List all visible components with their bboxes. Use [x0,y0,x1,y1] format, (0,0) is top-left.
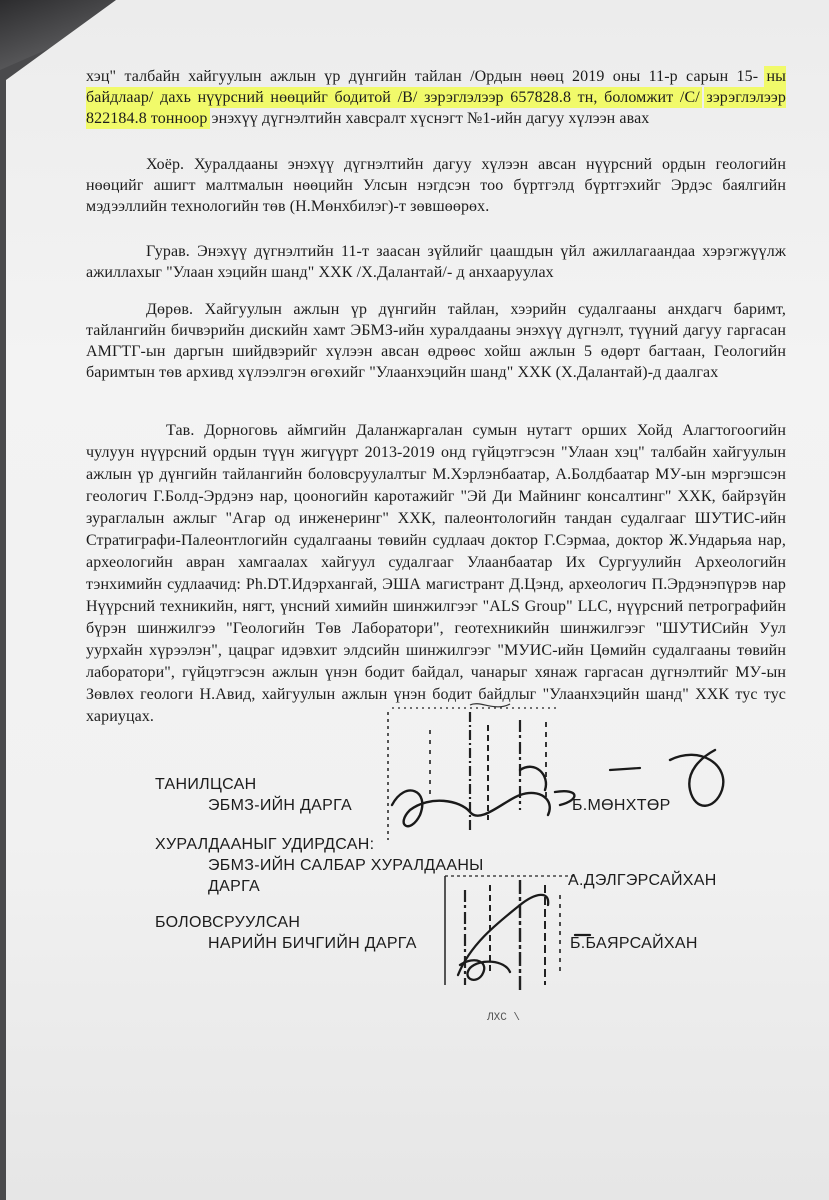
paragraph-top [86,66,786,129]
footer-mark: ЛХС \ [487,1012,521,1024]
acquainted-title: ЭБМЗ-ИЙН ДАРГА [208,797,352,814]
acquainted-name: Б.МӨНХТӨР [572,797,671,814]
prepared-name: Б.БАЯРСАЙХАН [570,935,698,952]
prepared-title: НАРИЙН БИЧГИЙН ДАРГА [208,935,417,952]
acquainted-label: ТАНИЛЦСАН [155,776,257,793]
paragraph-top-pre: хэц" талбайн хайгуулын ажлын үр дүнгийн тайлан /Ордын нөөц 2019 оны 11-р сарын 15- [86,68,759,85]
chaired-label: ХУРАЛДААНЫГ УДИРДСАН: [155,836,375,853]
highlighted-text-2: зэрэглэлээр 822184.8 тонноор [86,89,786,127]
chaired-title-1: ЭБМЗ-ИЙН САЛБАР ХУРАЛДААНЫ [208,857,484,874]
paragraph-four: Дөрөв. Хайгуулын ажлын үр дүнгийн тайлан, хээрийн судалгааны анхдагч баримт, тайлангийн бичвэрийн дискийн хамт ЭБМЗ-ийн хуралдааны энэхүү дүгнэлт, түүний дагуу гаргасан АМГТГ-ын даргын шийдвэрийг хүлээн авсан өдрөөс хойш ажлын 5 өдөрт багтаан, Геологийн баримтын төв архивд хүлээлгэн өгөхийг "Улаанхэцийн шанд" ХХК (Х.Далантай)-д даалгах [86,301,786,381]
paragraph-five: Тав. Дорноговь аймгийн Даланжаргалан сумын нутагт орших Хойд Алагтогоогийн чулуун нүүрсний ордын түүн жигүүрт 2013-2019 онд гүйцэтгэсэн "Улаан хэц" талбайн хайгуулын ажлын үр дүнгийн тайлангийн боловсруулалтыг М.Хэрлэнбаатар, А.Болдбаатар МУ-ын мэргэшсэн геологич Г.Болд-Эрдэнэ нар, цооногийн каротажийг "Эй Ди Майнинг консалтинг" ХХК, байрзүйн зураглалын ажлыг "Агар од инженеринг" ХХК, палеонтологийн тандан судалгааг ШУТИС-ийн Стратиграфи-Палеонтлогийн судалгааны төвийн судлаач доктор Г.Сэрмаа, доктор Ж.Ундарьяа нар, археологийн авран хамгаалах хайгуул судалгааг Улаанбаатар Их Сургуулийн Археологийн тэнхимийн судлаачид: Ph.DT.Идэрхангай, ЭША магистрант Д.Цэнд, археологич П.Эрдэнэпүрэв нар Нүүрсний техникийн, нягт, үнсний химийн шинжилгээг "ALS Group" LLC, нүүрсний петрографийн бүрэн шинжилгээ "Геологийн Төв Лаборатори", геотехникийн шинжилгээг "ШУТИСийн Уул уурхайн хүрээлэн", цацраг идэвхит элдсийн шинжилгээг "МУИС-ийн Цөмийн судалгааны төвийн лаборатори", гүйцэтгэсэн ажлын үнэн бодит байдал, чанарыг хянаж гаргасан дүгнэлтийг МУ-ын Зөвлөх геологи Н.Авид, хайгуулын ажлын үнэн бодит байдлыг "Улаанхэцийн шанд" ХХК тус тус хариуцах. [86,422,786,725]
paragraph-two: Хоёр. Хуралдааны энэхүү дүгнэлтийн дагуу хүлээн авсан нүүрсний ордын геологийн нөөцийг ашигт малтмалын нөөцийн Улсын нэгдсэн тоо бүртгэлд бүртгэхийг Эрдэс баялгийн мэдээллийн технологийн төв (Н.Мөнхбилэг)-т зөвшөөрөх. [86,156,786,215]
paragraph-top-post: энэхүү дүгнэлтийн хавсралт хүснэгт №1-ийн дагуу хүлээн авах [211,110,650,127]
highlighted-text-1: ны байдлаар/ дахь нүүрсний нөөцийг бодитой /В/ зэрэглэлээр 657828.8 тн, боломжит /С/ [86,68,786,106]
chaired-name: А.ДЭЛГЭРСАЙХАН [568,872,717,889]
chaired-title-2: ДАРГА [208,878,260,895]
prepared-label: БОЛОВСРУУЛСАН [155,914,301,931]
paragraph-three: Гурав. Энэхүү дүгнэлтийн 11-т заасан зүйлийг цаашдын үйл ажиллагаандаа хэрэгжүүлж ажиллахыг "Улаан хэцийн шанд" ХХК /Х.Далантай/- д анхааруулах [86,243,786,281]
